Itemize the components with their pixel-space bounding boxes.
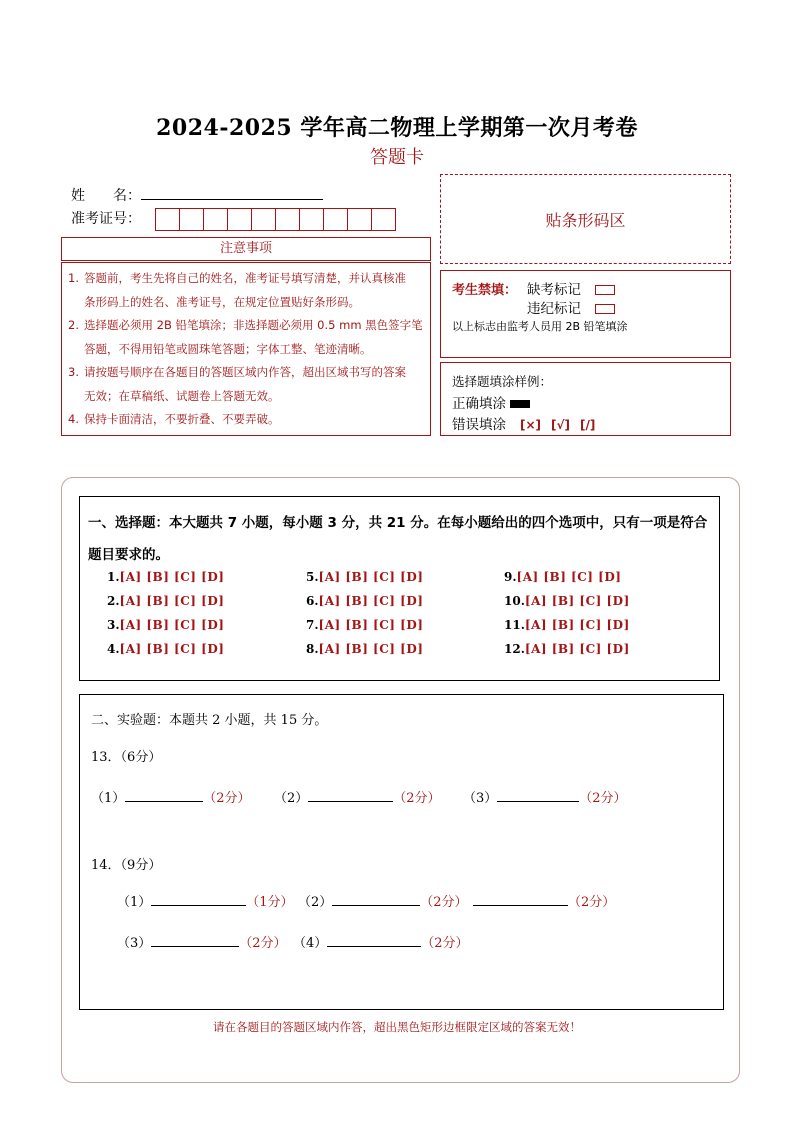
q14-label: 14．（9分） [91,858,162,873]
name-field[interactable] [141,199,323,200]
mc-question-number: 11. [504,618,525,632]
mc-question-number: 8. [306,642,319,656]
mc-question-number: 6. [306,594,319,608]
proctor-only-box [440,270,731,358]
mc-question [306,618,423,632]
mc-question [504,618,630,632]
mc-question-number: 2. [107,594,120,608]
exam-id-digit-box[interactable] [371,208,396,231]
exam-id-digit-box[interactable] [299,208,324,231]
mc-question-number: 9. [504,570,517,584]
exam-id-digit-box[interactable] [203,208,228,231]
footer-warning: 请在各题目的答题区域内作答，超出黑色矩形边框限定区域的答案无效！ [213,1020,581,1034]
mc-question [306,570,423,584]
mc-question-number: 1. [107,570,120,584]
q14-part1: （1） （1分） [117,895,294,910]
q14-part2-blank[interactable] [332,893,420,906]
exam-id-digit-box[interactable] [251,208,276,231]
mc-question [504,642,630,656]
q14-part2b: （2分） [473,891,615,910]
violation-mark-box[interactable] [595,304,615,314]
q13-part3-blank[interactable] [497,789,579,802]
mc-question [504,570,621,584]
mc-question-number: 3. [107,618,120,632]
wrong-fill-row [452,413,605,433]
q13-part2-blank[interactable] [308,789,393,802]
section2-heading: 二、实验题：本题共 2 小题，共 15 分。 [91,713,328,728]
fill-sample-box [440,362,731,436]
mc-question-number: 4. [107,642,120,656]
absent-mark-box[interactable] [595,285,615,295]
barcode-area [440,174,731,264]
mc-answer-options[interactable]: [A] [B] [C] [D] [119,570,225,584]
mc-question-number: 12. [504,642,525,656]
mc-answer-options[interactable]: [A] [B] [C] [D] [318,594,424,608]
exam-id-digit-box[interactable] [227,208,252,231]
notice-item-cont: 答题，不得用铅笔或圆珠笔答题；字体工整、笔迹清晰。 [84,341,372,356]
mc-answer-options[interactable]: [A] [B] [C] [D] [119,594,225,608]
q14-part1-blank[interactable] [151,893,246,906]
q14-part2: （2） （2分） [298,895,468,910]
name-label: 姓 名： [71,188,141,204]
q14-part3-blank[interactable] [151,934,239,947]
mc-answer-options[interactable]: [A] [B] [C] [D] [318,618,424,632]
mc-question [107,618,224,632]
wrong-mark-slash: [/] [580,418,596,432]
notice-item: 3. 请按题号顺序在各题目的答题区域内作答，超出区域书写的答案 [68,365,406,379]
notice-heading: 注意事项 [61,237,431,261]
mc-answer-options[interactable]: [A] [B] [C] [D] [318,642,424,656]
section-multiple-choice [79,496,720,681]
q14-part3: （3） （2分） [117,936,287,951]
section1-instructions: 一、选择题：本大题共 7 小题，每小题 3 分，共 21 分。在每小题给出的四个选项中，只有一项是符合题目要求的。 [88,515,708,563]
q13-part3: （3） （2分） [463,791,627,806]
mc-question-number: 7. [306,618,319,632]
exam-id-digit-box[interactable] [275,208,300,231]
q13-part2: （2） （2分） [274,791,441,806]
mc-answer-options[interactable]: [A] [B] [C] [D] [524,594,630,608]
mc-answer-options[interactable]: [A] [B] [C] [D] [524,642,630,656]
notice-list [61,262,431,436]
absent-mark-label: 缺考标记 [527,282,581,298]
section-experiment [79,694,724,1010]
q14-part4: （4） （2分） [293,936,469,951]
notice-item: 4. 保持卡面清洁，不要折叠、不要弄破。 [68,412,280,426]
proctor-note: 以上标志由监考人员用 2B 铅笔填涂 [452,320,628,333]
exam-id-digit-box[interactable] [323,208,348,231]
barcode-label: 贴条形码区 [545,210,626,230]
q13-label: 13．（6分） [91,750,162,765]
notice-item-cont: 无效；在草稿纸、试题卷上答题无效。 [84,388,280,403]
exam-id-digit-box[interactable] [179,208,204,231]
notice-item: 1. 答题前，考生先将自己的姓名，准考证号填写清楚，并认真核准 [68,271,406,285]
mc-question [107,642,224,656]
mc-question-number: 10. [504,594,525,608]
fill-sample-title: 选择题填涂样例： [452,374,553,389]
proctor-only-label: 考生禁填： [452,283,518,298]
violation-mark-label: 违纪标记 [527,301,581,317]
correct-fill-label: 正确填涂 [452,396,506,412]
exam-id-digit-box[interactable] [347,208,372,231]
mc-answer-options[interactable]: [A] [B] [C] [D] [318,570,424,584]
q13-part1-blank[interactable] [125,789,203,802]
q14-part2b-blank[interactable] [473,893,568,906]
wrong-mark-check: [√] [551,418,571,432]
filled-mark-icon [510,400,530,408]
mc-answer-options[interactable]: [A] [B] [C] [D] [524,618,630,632]
q14-part4-blank[interactable] [327,934,421,947]
notice-item-cont: 条形码上的姓名、准考证号，在规定位置贴好条形码。 [84,294,360,309]
mc-answer-options[interactable]: [A] [B] [C] [D] [516,570,622,584]
wrong-mark-x: [×] [520,418,542,432]
mc-question [107,594,224,608]
page-subtitle: 答题卡 [370,147,424,168]
mc-question [306,642,423,656]
mc-question [504,594,630,608]
violation-mark-row [527,297,615,317]
absent-mark-row [527,278,615,298]
wrong-fill-label: 错误填涂 [452,417,506,433]
mc-answer-options[interactable]: [A] [B] [C] [D] [119,618,225,632]
correct-fill-row [452,392,530,412]
notice-item: 2. 选择题必须用 2B 铅笔填涂；非选择题必须用 0.5 mm 黑色签字笔 [68,318,423,332]
mc-question-number: 5. [306,570,319,584]
page-title: 2024-2025 学年高二物理上学期第一次月考卷 [156,115,638,141]
exam-id-boxes[interactable] [155,208,395,231]
exam-id-digit-box[interactable] [155,208,180,231]
mc-answer-options[interactable]: [A] [B] [C] [D] [119,642,225,656]
q13-part1: （1） （2分） [91,791,251,806]
mc-question [306,594,423,608]
mc-question [107,570,224,584]
exam-id-label: 准考证号： [71,211,141,227]
